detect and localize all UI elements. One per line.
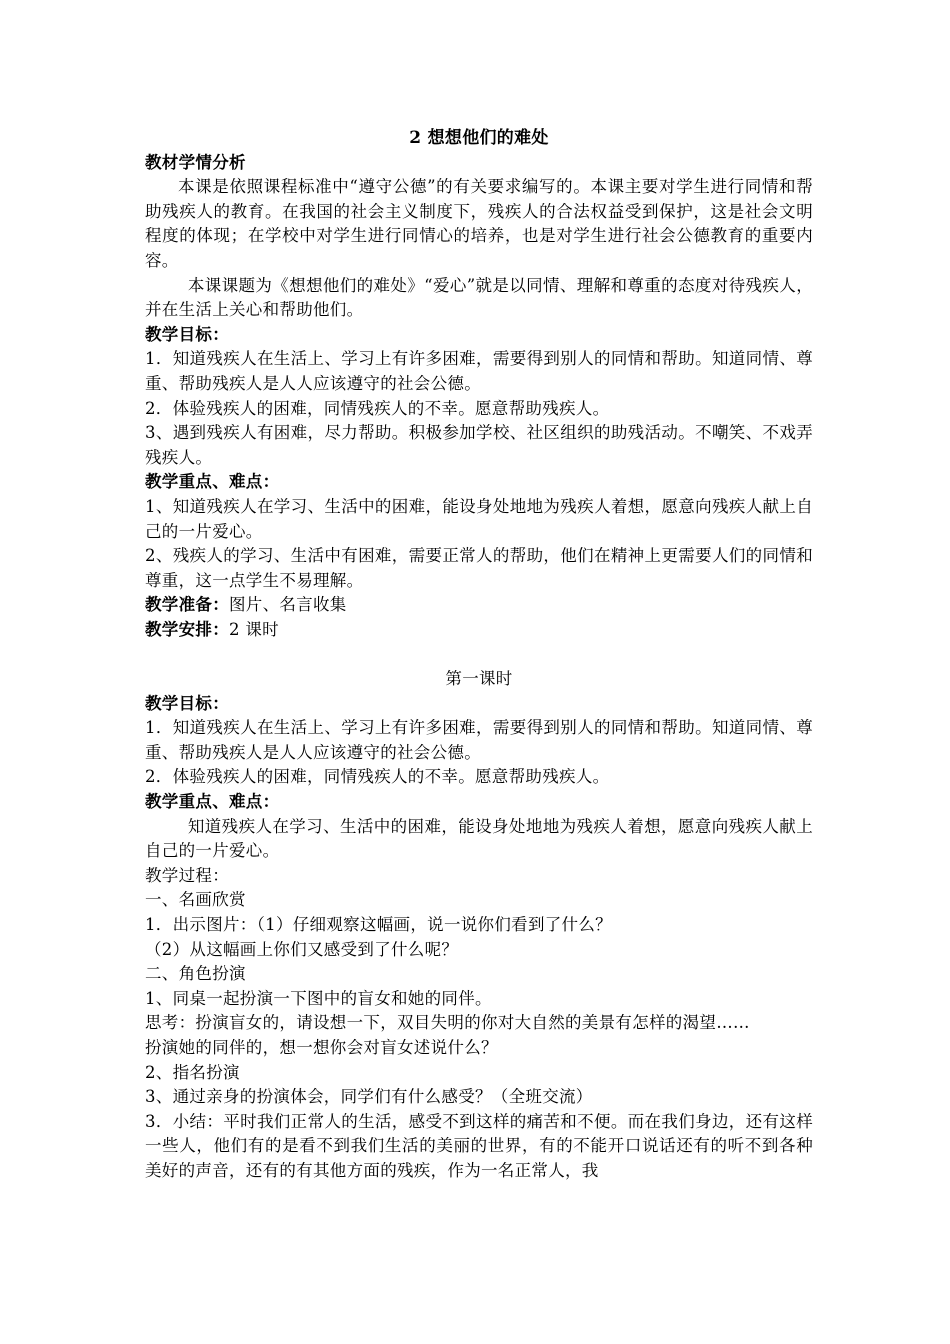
analysis-paragraph-1: 本课是依照课程标准中“遵守公德”的有关要求编写的。本课主要对学生进行同情和帮助残疾人的教育。在我国的社会主义制度下，残疾人的合法权益受到保护，这是社会文明程度的体现；在学校中对学生进行同情心的培养，也是对学生进行社会公德教育的重要内容。 <box>145 177 813 270</box>
step-2-item-3: 3、通过亲身的扮演体会，同学们有什么感受？（全班交流） <box>145 1087 593 1107</box>
teaching-schedule-line <box>145 618 813 643</box>
summary-paragraph: 3．小结：平时我们正常人的生活，感受不到这样的痛苦和不便。而在我们身边，还有这样一些人，他们有的是看不到我们生活的美丽的世界，有的不能开口说话还有的听不到各种美好的声音，还有的有其他方面的残疾，作为一名正常人，我 <box>145 1111 813 1180</box>
section-heading-analysis: 教材学情分析 <box>145 152 246 172</box>
prep-value: 图片、名言收集 <box>229 595 347 615</box>
step-1-question-1: 1．出示图片：（1）仔细观察这幅画，说一说你们看到了什么？ <box>145 915 612 934</box>
keypoint-item-1: 1、知道残疾人在学习、生活中的困难，能设身处地地为残疾人着想，愿意向残疾人献上自己的一片爱心。 <box>145 496 813 541</box>
step-2-item-1: 1、同桌一起扮演一下图中的盲女和她的同伴。 <box>145 988 492 1008</box>
analysis-paragraph-2: 本课课题为《想想他们的难处》“爱心”就是以同情、理解和尊重的态度对待残疾人，并在生活上关心和帮助他们。 <box>145 275 813 320</box>
lesson-1-keypoint: 知道残疾人在学习、生活中的困难，能设身处地地为残疾人着想，愿意向残疾人献上自己的一片爱心。 <box>145 816 813 861</box>
prep-label: 教学准备： <box>145 595 229 615</box>
goal-item-2: 2．体验残疾人的困难，同情残疾人的不幸。愿意帮助残疾人。 <box>145 398 610 418</box>
document-title: 2 想想他们的难处 <box>409 128 549 148</box>
schedule-value: 2 课时 <box>229 619 279 639</box>
teaching-prep-line <box>145 593 813 618</box>
blank-line <box>145 642 813 667</box>
goal-item-3: 3、遇到残疾人有困难，尽力帮助。积极参加学校、社区组织的助残活动。不嘲笑、不戏弄残疾人。 <box>145 423 813 467</box>
lesson-1-goal-item-1: 1．知道残疾人在生活上、学习上有许多困难，需要得到别人的同情和帮助。知道同情、尊重、帮助残疾人是人人应该遵守的社会公德。 <box>145 718 813 762</box>
section-heading-goals: 教学目标： <box>145 324 229 344</box>
lesson-1-keypoints-heading: 教学重点、难点： <box>145 792 280 812</box>
step-2-item-2: 2、指名扮演 <box>145 1062 240 1082</box>
step-2-think: 思考：扮演盲女的，请设想一下，双目失明的你对大自然的美景有怎样的渴望…… <box>145 1013 750 1033</box>
document-page <box>145 126 813 1184</box>
lesson-1-goals-heading: 教学目标： <box>145 693 229 713</box>
lesson-1-goal-item-2: 2．体验残疾人的困难，同情残疾人的不幸。愿意帮助残疾人。 <box>145 767 610 787</box>
step-1-heading: 一、名画欣赏 <box>145 890 246 910</box>
step-2-think-2: 扮演她的同伴的，想一想你会对盲女述说什么？ <box>145 1037 498 1057</box>
keypoint-item-2: 2、残疾人的学习、生活中有困难，需要正常人的帮助，他们在精神上更需要人们的同情和尊重，这一点学生不易理解。 <box>145 546 813 590</box>
section-heading-keypoints: 教学重点、难点： <box>145 472 280 492</box>
lesson-1-title: 第一课时 <box>445 669 513 689</box>
step-2-heading: 二、角色扮演 <box>145 964 246 984</box>
goal-item-1: 1．知道残疾人在生活上、学习上有许多困难，需要得到别人的同情和帮助。知道同情、尊重、帮助残疾人是人人应该遵守的社会公德。 <box>145 349 813 393</box>
process-heading: 教学过程： <box>145 865 229 885</box>
schedule-label: 教学安排： <box>145 619 229 639</box>
step-1-question-2: （2）从这幅画上你们又感受到了什么呢？ <box>145 939 459 959</box>
